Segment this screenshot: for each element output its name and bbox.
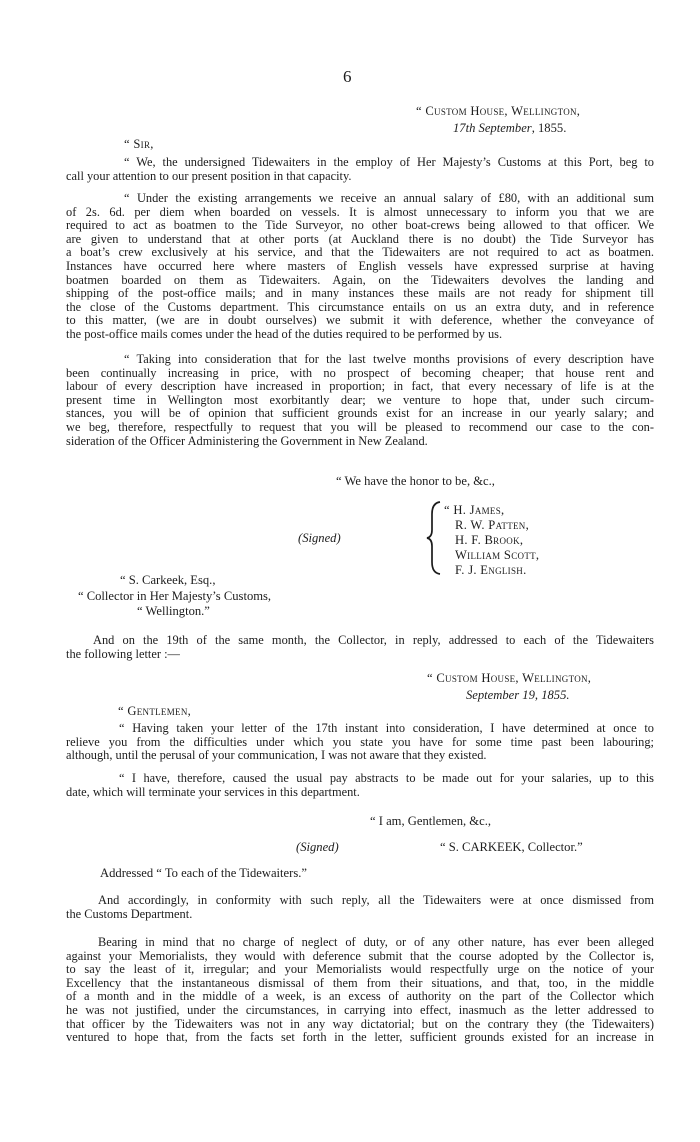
letter2-addressed-line: Addressed “ To each of the Tidewaiters.” bbox=[100, 866, 307, 880]
letter2-place: “ Custom House, Wellington, bbox=[427, 671, 592, 685]
letter1-date: 17th September, 1855. bbox=[453, 121, 567, 135]
letter1-paragraph-1: “ We, the undersigned Tidewaiters in the employ of Her Majesty’s Customs at this Port, beg to call your attention to our present position in that capacity. bbox=[66, 155, 654, 183]
letter2-signature: “ S. CARKEEK, Collector.” bbox=[440, 840, 583, 854]
letter1-paragraph-3: “ Taking into consideration that for the last twelve months provisions of every description have been continually increasing in price, with no prospect of becoming cheaper; that house rent and labour of every description have increased in proportion; in fact, that every necessary of life is at the present time in Wellington most exorbitantly dear; we venture to hope that, under such circum- stances, you will be of opinion that sufficient grounds exist for an increase in our yearly salary; and we beg, therefore, respectfully to request that you will be pleased to recommend our case to the con- sideration of the Officer Administering the Government in New Zealand. bbox=[66, 352, 654, 448]
addressee-title: “ Collector in Her Majesty’s Customs, bbox=[78, 589, 272, 603]
signatory-3: H. F. Brook, bbox=[455, 533, 524, 547]
letter1-paragraph-2: “ Under the existing arrangements we receive an annual salary of £80, with an additional sum of 2s. 6d. per diem when boarded on vessels. It is almost unnecessary to inform you that we are required to act as boatmen to the Tide Surveyor, no other boat-crews being allowed to that officer. We are given to understand that at other ports (at Auckland there is no doubt) the Tide Surveyor has a boat’s crew exclusively at his service, and that the Tidewaiters are not required to act as boatmen. Instances have occurred here where masters of English vessels have expressed surprise at having boatmen boarded on them as Tidewaiters. Again, on the Tidewaiters devolves the landing and shipping of the post-office mails; and in many instances these mails are not ready for shipment till the close of the Customs department. This circumstance entails on us an extra duty, and in reference to this matter, (we are in doubt ourselves) we submit it with deference, whether the conveyance of the post-office mails comes under the head of the duties required to be performed by us. bbox=[66, 191, 654, 341]
signatory-1: “ H. James, bbox=[444, 503, 505, 517]
letter2-date: September 19, 1855. bbox=[466, 688, 570, 702]
signatory-5: F. J. English. bbox=[455, 563, 527, 577]
addressee-name: “ S. Carkeek, Esq., bbox=[120, 573, 216, 587]
addressee-place: “ Wellington.” bbox=[137, 604, 210, 618]
letter1-salutation: “ Sir, bbox=[124, 137, 154, 151]
signatory-2: R. W. Patten, bbox=[455, 518, 530, 532]
letter1-place: “ Custom House, Wellington, bbox=[416, 104, 581, 118]
letter1-signed: (Signed) bbox=[298, 531, 341, 545]
narrative-paragraph-1: And on the 19th of the same month, the Collector, in reply, addressed to each of the Tidewaiters the following letter :— bbox=[66, 633, 654, 661]
page-number: 6 bbox=[343, 67, 352, 86]
letter2-closing: “ I am, Gentlemen, &c., bbox=[370, 814, 491, 828]
letter2-salutation: “ Gentlemen, bbox=[118, 704, 192, 718]
narrative-paragraph-2: And accordingly, in conformity with such reply, all the Tidewaiters were at once dismissed from the Customs Department. bbox=[66, 893, 654, 921]
letter1-closing: “ We have the honor to be, &c., bbox=[336, 474, 495, 488]
letter2-signed: (Signed) bbox=[296, 840, 339, 854]
letter2-paragraph-1: “ Having taken your letter of the 17th instant into consideration, I have determined at once to relieve you from the difficulties under which you state you have for some time past been labouring; although, until the perusal of your communication, I was not aware that they existed. bbox=[66, 721, 654, 763]
narrative-paragraph-3: Bearing in mind that no charge of neglect of duty, or of any other nature, has ever been alleged against your Memorialists, they would with deference submit that the course adopted by the Collector is, to say the least of it, irregular; and your Memorialists would respectfully urge on the notice of your Excellency that the instantaneous dismissal of them from their situations, and that, too, in the middle of a month and in the middle of a week, is an excess of authority on the part of the Collector which he was not justified, under the circumstances, in carrying into effect, inasmuch as the letter addressed to that officer by the Tidewaiters was not in any way dictatorial; but on the contrary they (the Tidewaiters) ventured to hope that, from the facts set forth in the letter, sufficient grounds existed for an increase in bbox=[66, 935, 654, 1045]
letter2-paragraph-2: “ I have, therefore, caused the usual pay abstracts to be made out for your salaries, up to this date, which will terminate your services in this department. bbox=[66, 771, 654, 799]
signatory-4: William Scott, bbox=[455, 548, 540, 562]
